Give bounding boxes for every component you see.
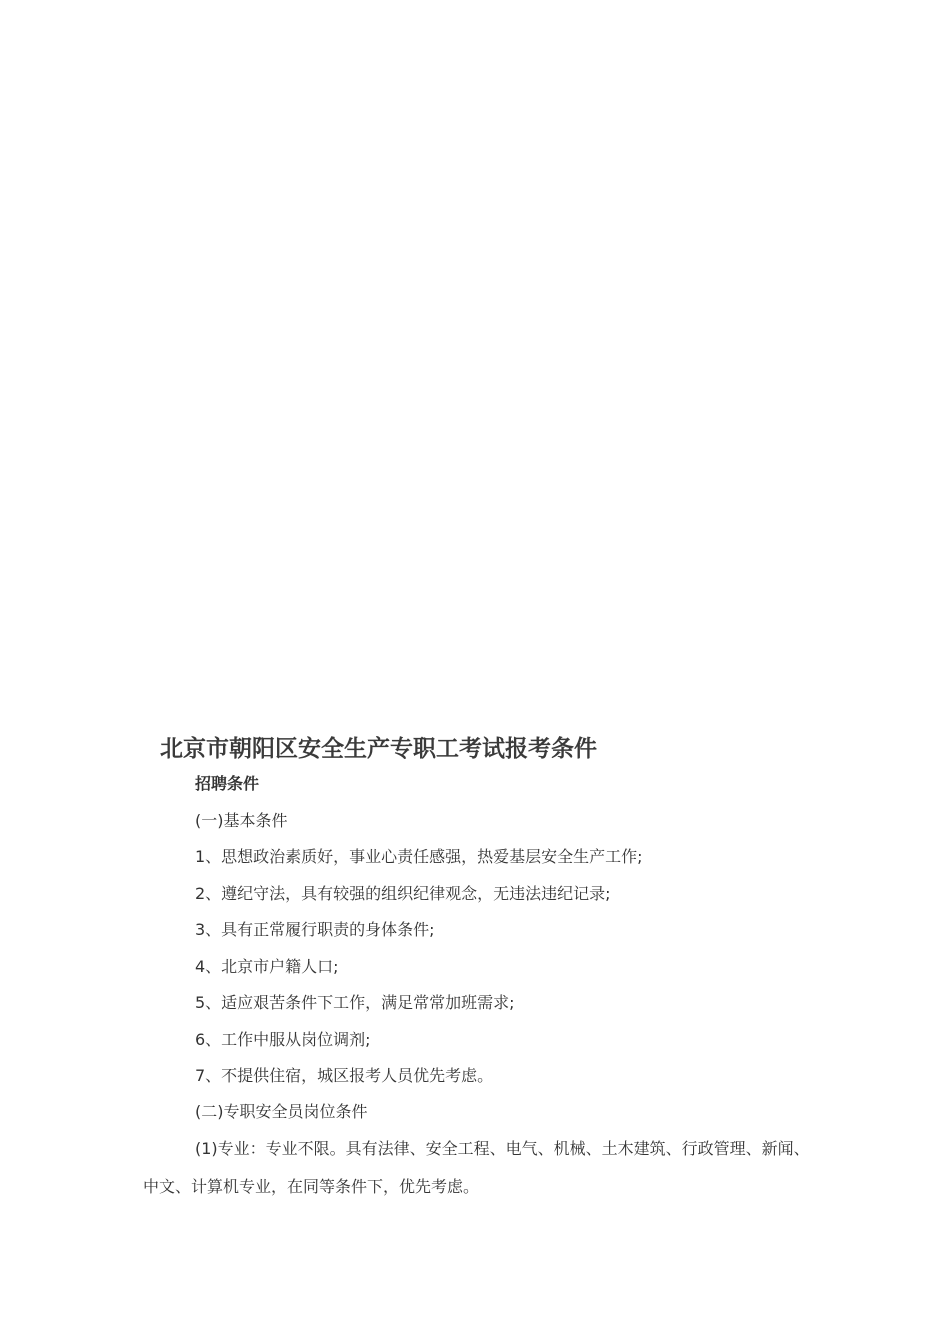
- basic-condition-item: 7、不提供住宿，城区报考人员优先考虑。: [195, 1066, 494, 1085]
- position-condition-item: (1)专业：专业不限。具有法律、安全工程、电气、机械、土木建筑、行政管理、新闻、中文、计算机专业，在同等条件下，优先考虑。: [143, 1139, 810, 1196]
- basic-condition-item: 3、具有正常履行职责的身体条件;: [195, 920, 435, 939]
- document-title: 北京市朝阳区安全生产专职工考试报考条件: [160, 736, 597, 762]
- basic-conditions-heading: (一)基本条件: [195, 811, 288, 830]
- basic-condition-item: 5、适应艰苦条件下工作，满足常常加班需求;: [195, 993, 515, 1012]
- basic-condition-item: 1、思想政治素质好，事业心责任感强，热爱基层安全生产工作;: [195, 847, 643, 866]
- section-heading: 招聘条件: [195, 774, 260, 793]
- position-conditions-heading: (二)专职安全员岗位条件: [195, 1102, 368, 1121]
- basic-condition-item: 2、遵纪守法，具有较强的组织纪律观念，无违法违纪记录;: [195, 884, 611, 903]
- basic-condition-item: 4、北京市户籍人口;: [195, 957, 339, 976]
- basic-condition-item: 6、工作中服从岗位调剂;: [195, 1030, 371, 1049]
